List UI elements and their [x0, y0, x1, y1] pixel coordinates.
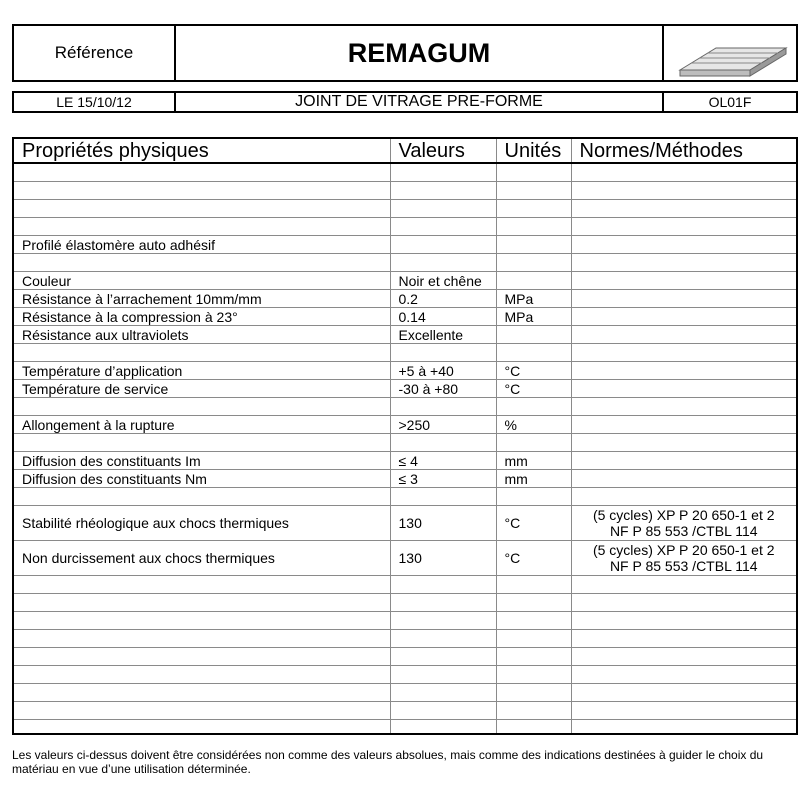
value-cell: [390, 488, 496, 506]
table-row: [14, 506, 796, 541]
property-cell: [14, 684, 390, 702]
product-description: JOINT DE VITRAGE PRE-FORME: [176, 93, 664, 111]
value-cell: 0.2: [390, 290, 496, 308]
table-row: [14, 290, 796, 308]
norm-cell: [571, 648, 796, 666]
value-cell: 130: [390, 506, 496, 541]
unit-cell: [496, 630, 571, 648]
unit-cell: mm: [496, 452, 571, 470]
value-cell: [390, 612, 496, 630]
property-cell: Diffusion des constituants Im: [14, 452, 390, 470]
unit-cell: [496, 163, 571, 182]
norm-cell: [571, 488, 796, 506]
norm-cell: [571, 434, 796, 452]
unit-cell: [496, 398, 571, 416]
value-cell: 0.14: [390, 308, 496, 326]
value-cell: Excellente: [390, 326, 496, 344]
value-cell: ≤ 3: [390, 470, 496, 488]
value-cell: [390, 684, 496, 702]
table-row: [14, 470, 796, 488]
norm-cell: [571, 576, 796, 594]
property-cell: [14, 720, 390, 736]
property-cell: [14, 434, 390, 452]
table-row: [14, 434, 796, 452]
unit-cell: MPa: [496, 308, 571, 326]
norm-cell: [571, 684, 796, 702]
property-cell: [14, 594, 390, 612]
document-date: LE 15/10/12: [14, 93, 176, 111]
table-row: [14, 308, 796, 326]
table-row: [14, 200, 796, 218]
table-row: [14, 541, 796, 576]
norm-cell: [571, 254, 796, 272]
value-cell: Noir et chêne: [390, 272, 496, 290]
unit-cell: [496, 684, 571, 702]
norm-cell: (5 cycles) XP P 20 650-1 et 2 NF P 85 553 /CTBL 114: [571, 506, 796, 541]
property-cell: [14, 163, 390, 182]
table-row: [14, 326, 796, 344]
unit-cell: [496, 648, 571, 666]
value-cell: 130: [390, 541, 496, 576]
property-cell: [14, 630, 390, 648]
table-row: [14, 648, 796, 666]
value-cell: [390, 236, 496, 254]
property-cell: [14, 344, 390, 362]
unit-cell: [496, 612, 571, 630]
property-cell: [14, 398, 390, 416]
norm-cell: [571, 470, 796, 488]
unit-cell: °C: [496, 362, 571, 380]
unit-cell: [496, 326, 571, 344]
value-cell: [390, 576, 496, 594]
properties-table: [12, 137, 798, 735]
property-cell: Température d’application: [14, 362, 390, 380]
product-code: OL01F: [708, 94, 752, 110]
table-row: [14, 684, 796, 702]
unit-cell: °C: [496, 380, 571, 398]
value-cell: [390, 218, 496, 236]
property-cell: Stabilité rhéologique aux chocs thermiques: [14, 506, 390, 541]
table-row: [14, 362, 796, 380]
table-row: [14, 398, 796, 416]
table-row: [14, 488, 796, 506]
unit-cell: [496, 218, 571, 236]
value-cell: [390, 200, 496, 218]
property-cell: [14, 648, 390, 666]
unit-cell: [496, 666, 571, 684]
norm-cell: [571, 326, 796, 344]
table-row: [14, 612, 796, 630]
table-row: [14, 452, 796, 470]
norm-cell: [571, 182, 796, 200]
unit-cell: °C: [496, 541, 571, 576]
property-cell: Température de service: [14, 380, 390, 398]
norm-cell: (5 cycles) XP P 20 650-1 et 2 NF P 85 553 /CTBL 114: [571, 541, 796, 576]
property-cell: [14, 182, 390, 200]
norm-cell: [571, 594, 796, 612]
column-header-units: Unités: [496, 139, 571, 163]
unit-cell: °C: [496, 506, 571, 541]
value-cell: [390, 163, 496, 182]
norm-cell: [571, 380, 796, 398]
property-cell: Non durcissement aux chocs thermiques: [14, 541, 390, 576]
table-row: [14, 182, 796, 200]
unit-cell: mm: [496, 470, 571, 488]
table-row: [14, 666, 796, 684]
property-cell: Résistance aux ultraviolets: [14, 326, 390, 344]
property-cell: [14, 200, 390, 218]
unit-cell: [496, 576, 571, 594]
unit-cell: [496, 702, 571, 720]
table-row: [14, 344, 796, 362]
unit-cell: MPa: [496, 290, 571, 308]
norm-cell: [571, 666, 796, 684]
unit-cell: [496, 434, 571, 452]
value-cell: [390, 666, 496, 684]
table-row: [14, 594, 796, 612]
unit-cell: [496, 200, 571, 218]
value-cell: +5 à +40: [390, 362, 496, 380]
table-row: [14, 576, 796, 594]
property-cell: [14, 666, 390, 684]
property-cell: [14, 612, 390, 630]
unit-cell: [496, 254, 571, 272]
property-cell: Résistance à la compression à 23°: [14, 308, 390, 326]
value-cell: [390, 594, 496, 612]
value-cell: -30 à +80: [390, 380, 496, 398]
table-row: [14, 254, 796, 272]
table-row: [14, 163, 796, 182]
norm-cell: [571, 344, 796, 362]
value-cell: [390, 434, 496, 452]
reference-label: Référence: [14, 26, 176, 80]
disclaimer-line-1: Les valeurs ci-dessus doivent être considérées non comme des valeurs absolues, mais comme des indications destinées à guider le choix du: [12, 748, 764, 762]
value-cell: [390, 398, 496, 416]
norm-cell: [571, 630, 796, 648]
property-cell: [14, 218, 390, 236]
value-cell: [390, 344, 496, 362]
table-row: [14, 272, 796, 290]
table-row: [14, 236, 796, 254]
norm-cell: [571, 452, 796, 470]
product-image: [664, 26, 796, 80]
unit-cell: [496, 236, 571, 254]
property-cell: Allongement à la rupture: [14, 416, 390, 434]
header-row-main: [12, 24, 798, 82]
norm-cell: [571, 398, 796, 416]
norm-cell: [571, 416, 796, 434]
value-cell: ≤ 4: [390, 452, 496, 470]
norm-cell: [571, 612, 796, 630]
norm-cell: [571, 702, 796, 720]
column-header-values: Valeurs: [390, 139, 496, 163]
glazing-seal-profile-icon: [670, 26, 790, 80]
product-name: REMAGUM: [176, 26, 664, 80]
norm-cell: [571, 218, 796, 236]
property-cell: [14, 702, 390, 720]
property-cell: Profilé élastomère auto adhésif: [14, 236, 390, 254]
unit-cell: [496, 720, 571, 736]
value-cell: [390, 702, 496, 720]
disclaimer-line-2: matériau en vue d’une utilisation déterminée.: [12, 762, 251, 776]
table-row: [14, 720, 796, 736]
table-row: [14, 630, 796, 648]
norm-cell: [571, 236, 796, 254]
value-cell: [390, 630, 496, 648]
unit-cell: [496, 488, 571, 506]
norm-cell: [571, 720, 796, 736]
table-row: [14, 218, 796, 236]
value-cell: [390, 648, 496, 666]
norm-cell: [571, 308, 796, 326]
property-cell: Couleur: [14, 272, 390, 290]
unit-cell: [496, 272, 571, 290]
norm-cell: [571, 362, 796, 380]
unit-cell: [496, 344, 571, 362]
table-row: [14, 380, 796, 398]
value-cell: [390, 720, 496, 736]
norm-cell: [571, 290, 796, 308]
property-cell: [14, 254, 390, 272]
norm-cell: [571, 272, 796, 290]
column-header-norms: Normes/Méthodes: [571, 139, 796, 163]
table-row: [14, 416, 796, 434]
property-cell: [14, 488, 390, 506]
value-cell: [390, 254, 496, 272]
disclaimer: [12, 748, 792, 776]
property-cell: Diffusion des constituants Nm: [14, 470, 390, 488]
norm-cell: [571, 200, 796, 218]
property-cell: Résistance à l’arrachement 10mm/mm: [14, 290, 390, 308]
norm-cell: [571, 163, 796, 182]
unit-cell: %: [496, 416, 571, 434]
property-cell: [14, 576, 390, 594]
header-row-sub: [12, 91, 798, 113]
value-cell: [390, 182, 496, 200]
table-header-row: [14, 139, 796, 163]
value-cell: >250: [390, 416, 496, 434]
column-header-properties: Propriétés physiques: [14, 139, 390, 163]
unit-cell: [496, 594, 571, 612]
unit-cell: [496, 182, 571, 200]
table-row: [14, 702, 796, 720]
